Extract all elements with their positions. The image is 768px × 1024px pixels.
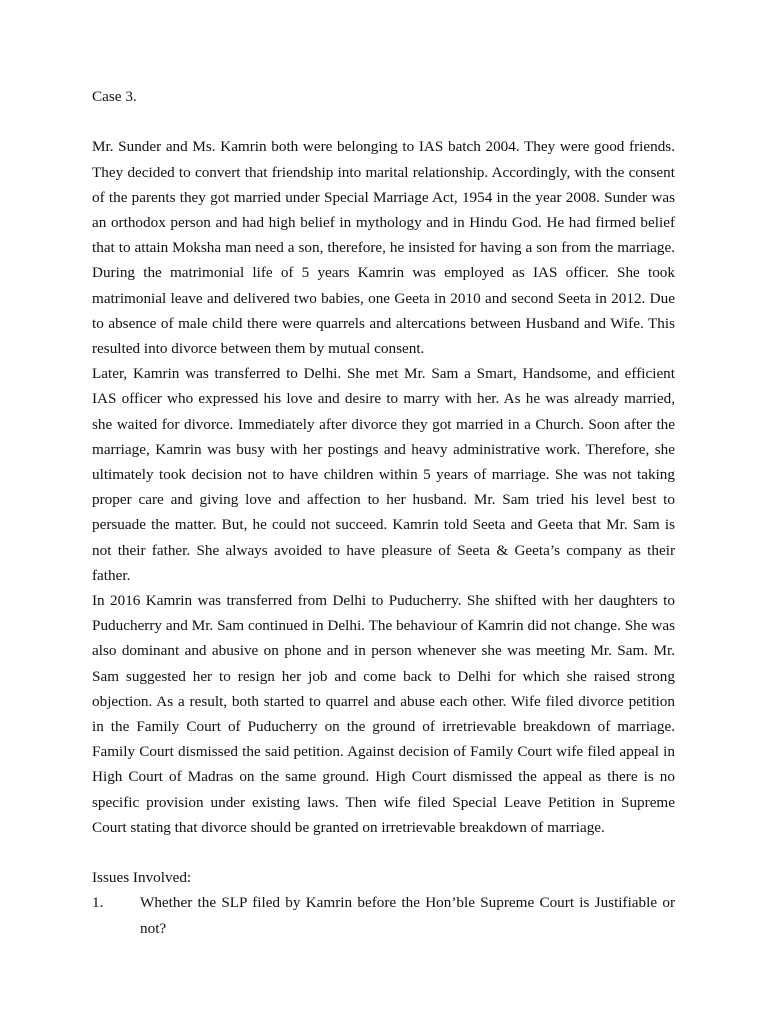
paragraph-marriage-sam: Later, Kamrin was transferred to Delhi. She met Mr. Sam a Smart, Handsome, and efficient IAS officer who expressed his love and desire to marry with her. As he was already married, she waited for divorce. Immediately after divorce they got married in a Church. Soon after the marriage, Kamrin was busy with her postings and heavy administrative work. Therefore, she ultimately took decision not to have children within 5 years of marriage. She was not taking proper care and giving love and affection to her husband. Mr. Sam tried his level best to persuade the matter. But, he could not succeed. Kamrin told Seeta and Geeta that Mr. Sam is not their father. She always avoided to have pleasure of Seeta & Geeta’s company as their father. (92, 365, 675, 584)
case-title: Case 3. (92, 88, 137, 105)
paragraph-marriage-sunder: Mr. Sunder and Ms. Kamrin both were belonging to IAS batch 2004. They were good friends. They decided to convert that friendship into marital relationship. Accordingly, with the consent of the parents they got married under Special Marriage Act, 1954 in the year 2008. Sunder was an orthodox person and had high belief in mythology and in Hindu God. He had firmed belief that to attain Moksha man need a son, therefore, he insisted for having a son from the marriage. During the matrimonial life of 5 years Kamrin was employed as IAS officer. She took matrimonial leave and delivered two babies, one Geeta in 2010 and second Seeta in 2012. Due to absence of male child there were quarrels and altercations between Husband and Wife. This resulted into divorce between them by mutual consent. (92, 138, 675, 358)
paragraph-litigation: In 2016 Kamrin was transferred from Delhi to Puducherry. She shifted with her daughters to Puducherry and Mr. Sam continued in Delhi. The behaviour of Kamrin did not change. She was also dominant and abusive on phone and in person whenever she was meeting Mr. Sam. Mr. Sam suggested her to resign her job and come back to Delhi for which she raised strong objection. As a result, both started to quarrel and abuse each other. Wife filed divorce petition in the Family Court of Puducherry on the ground of irretrievable breakdown of marriage. Family Court dismissed the said petition. Against decision of Family Court wife filed appeal in High Court of Madras on the same ground. High Court dismissed the appeal as there is no specific provision under existing laws. Then wife filed Special Leave Petition in Supreme Court stating that divorce should be granted on irretrievable breakdown of marriage. (92, 592, 675, 836)
blank-line (92, 109, 675, 134)
issue-text: Whether the SLP filed by Kamrin before the Hon’ble Supreme Court is Justifiable or not? (140, 894, 675, 937)
blank-line (92, 840, 675, 865)
issue-number: 1. (92, 894, 104, 912)
issue-item (92, 890, 675, 940)
document-page (92, 84, 675, 941)
issues-heading: Issues Involved: (92, 869, 192, 887)
